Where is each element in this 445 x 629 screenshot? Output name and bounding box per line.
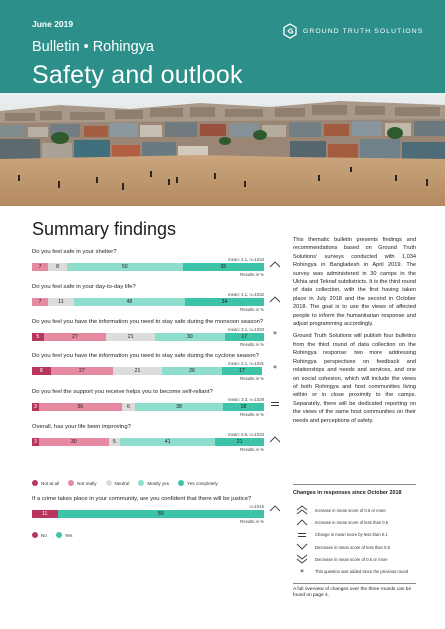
legend-item bbox=[32, 532, 47, 538]
bar-segment: 36 bbox=[39, 403, 122, 411]
bar-segment: 26 bbox=[162, 367, 222, 375]
bar-segment: 7 bbox=[32, 263, 48, 271]
changes-key-row bbox=[293, 529, 416, 541]
bar-segment: 11 bbox=[48, 298, 74, 306]
chevron-up-icon bbox=[268, 434, 282, 444]
bar-segment: 30 bbox=[39, 438, 109, 446]
bar-segment: 27 bbox=[44, 333, 107, 341]
question-meta: mean: 4.1, n=1032 bbox=[228, 292, 264, 297]
asterisk-icon bbox=[268, 329, 282, 339]
legend-label: Not really bbox=[77, 480, 97, 486]
bar-segment: 89 bbox=[58, 510, 264, 518]
changes-key-row bbox=[293, 553, 416, 565]
changes-key-row bbox=[293, 541, 416, 553]
asterisk-icon bbox=[293, 568, 311, 576]
bar-segment: 27 bbox=[51, 367, 114, 375]
question-text: Do you feel you have the information you need to stay safe during the cyclone season? bbox=[32, 353, 259, 359]
page-title: Safety and outlook bbox=[32, 61, 243, 89]
double-chevron-down-icon bbox=[293, 554, 311, 564]
overview-note: A full overview of changes over the three rounds can be found on page 4. bbox=[293, 583, 416, 600]
crime-question-bar bbox=[32, 510, 264, 518]
question-text: Do you feel the support you receive helps you to become self-reliant? bbox=[32, 389, 213, 395]
bar-segment: 21 bbox=[215, 438, 264, 446]
legend-item bbox=[68, 480, 96, 486]
legend-label: Yes completely bbox=[187, 480, 218, 486]
equals-icon bbox=[268, 399, 282, 409]
question-text: Do you feel safe in your shelter? bbox=[32, 249, 117, 255]
bar-segment: 3 bbox=[34, 404, 37, 410]
bar-segment: 21 bbox=[106, 333, 155, 341]
results-label: Results in % bbox=[240, 447, 264, 452]
results-label: Results in % bbox=[240, 307, 264, 312]
changes-key-label: This question was added since the previous round bbox=[315, 569, 409, 575]
stacked-bar bbox=[32, 333, 264, 341]
changes-key-label: Decrease in mean score of 0.5 or more bbox=[315, 556, 388, 562]
bar-segment: 21 bbox=[113, 367, 162, 375]
intro-paragraph-2: Ground Truth Solutions will publish four bulletins from the third round of data collection on the Rohingya response: two more addressing Rohingya perspectives on feedback and relationships and needs and services, and one on social cohesion, which will include the views of both Rohingya and host communities living within or in close proximity to the camps. Separately, there will be dedicated reporting on the views of the same host communities on their needs and perceptions of safety. bbox=[293, 333, 416, 424]
legend-label: Neutral bbox=[114, 480, 130, 486]
camp-photo bbox=[0, 93, 445, 206]
crime-question-text: If a crime takes place in your community, are you confident that there will be justice? bbox=[32, 496, 252, 502]
legend-label: Yes bbox=[64, 532, 73, 538]
bar-segment: 3 bbox=[32, 438, 39, 446]
stacked-bar bbox=[32, 403, 264, 411]
intro-text bbox=[293, 236, 416, 429]
bar-segment: 34 bbox=[185, 298, 264, 306]
question-meta: mean: 3.5, n=1033 bbox=[228, 432, 264, 437]
question-text: Do you feel you have the information you need to stay safe during the monsoon season? bbox=[32, 319, 264, 325]
survey-question bbox=[32, 249, 264, 277]
legend-dot-icon bbox=[138, 480, 144, 486]
chevron-down-icon bbox=[293, 543, 311, 551]
legend-item bbox=[32, 480, 59, 486]
legend-item bbox=[178, 480, 218, 486]
changes-key-row bbox=[293, 565, 416, 577]
bar-segment: 41 bbox=[120, 438, 215, 446]
survey-question bbox=[32, 284, 264, 312]
bar-segment: 6 bbox=[122, 403, 136, 411]
legend-dot-icon bbox=[68, 480, 74, 486]
header-band bbox=[0, 0, 445, 93]
bar-segment: 11 bbox=[32, 510, 58, 518]
svg-text:*: * bbox=[300, 567, 304, 576]
results-label: Results in % bbox=[240, 272, 264, 277]
bulletin-label: Bulletin • Rohingya bbox=[32, 39, 154, 55]
bar-segment: 30 bbox=[155, 333, 225, 341]
changes-key-label: Increase in mean score of less than 0.5 bbox=[315, 519, 389, 525]
report-date: June 2019 bbox=[32, 19, 74, 29]
chevron-up-icon bbox=[293, 518, 311, 526]
changes-key-row bbox=[293, 504, 416, 516]
intro-paragraph-1: This thematic bulletin presents findings and recommendations based on Ground Truth Solutions' surveys conducted with 1,034 Rohingya in Bangladesh in April 2019. The survey was administered in 30 camps in the Ukhia and Teknaf subdistricts. It is the third round of data collection, with the first having taken place in July 2018 and the second in October 2018. The goal is to use the views of affected people to inform the humanitarian response and adjust programming accordingly. bbox=[293, 237, 416, 328]
bar-segment: 17 bbox=[222, 367, 261, 375]
survey-question bbox=[32, 389, 264, 417]
survey-question bbox=[32, 353, 264, 381]
bar-segment: 35 bbox=[183, 263, 264, 271]
survey-question bbox=[32, 319, 264, 347]
question-meta: mean: 3.1, n=1031 bbox=[228, 361, 264, 366]
bar-segment: 5 bbox=[32, 333, 44, 341]
yes-no-legend bbox=[32, 532, 81, 538]
results-label: Results in % bbox=[240, 342, 264, 347]
stacked-bar bbox=[32, 298, 264, 306]
question-meta: mean: 3.3, n=1029 bbox=[228, 397, 264, 402]
stacked-bar bbox=[32, 263, 264, 271]
bar-segment: 18 bbox=[223, 403, 264, 411]
legend-dot-icon bbox=[32, 480, 38, 486]
results-label: Results in % bbox=[240, 376, 264, 381]
legend-label: Mostly yes bbox=[147, 480, 170, 486]
bar-segment: 8 bbox=[32, 367, 51, 375]
legend-item bbox=[106, 480, 130, 486]
question-text: Do you feel safe in your day-to-day life? bbox=[32, 284, 136, 290]
stacked-bar bbox=[32, 367, 264, 375]
legend-label: No bbox=[41, 532, 47, 538]
hexagon-logo-icon bbox=[283, 23, 297, 39]
response-legend bbox=[32, 480, 227, 486]
chevron-up-icon bbox=[268, 294, 282, 304]
bar-segment: 7 bbox=[32, 298, 48, 306]
question-text: Overall, has your life been improving? bbox=[32, 424, 131, 430]
legend-label: Not at all bbox=[41, 480, 60, 486]
question-meta: mean: 4.1, n=1034 bbox=[228, 257, 264, 262]
summary-title: Summary findings bbox=[32, 219, 177, 239]
legend-dot-icon bbox=[106, 480, 112, 486]
crime-question-results-label: Results in % bbox=[240, 519, 264, 524]
chevron-up-icon bbox=[268, 259, 282, 269]
gts-logo bbox=[283, 23, 423, 39]
asterisk-icon bbox=[268, 363, 282, 373]
chevron-up-icon bbox=[268, 503, 282, 513]
svg-text:*: * bbox=[273, 330, 277, 338]
changes-key-label: Change in mean score by less than 0.1 bbox=[315, 532, 388, 538]
changes-key-row bbox=[293, 516, 416, 528]
bar-segment: 38 bbox=[135, 403, 222, 411]
changes-key-label: Increase in mean score of 0.5 or more bbox=[315, 507, 386, 513]
double-chevron-up-icon bbox=[293, 505, 311, 515]
changes-key-label: Decrease in mean score of less than 0.5 bbox=[315, 544, 390, 550]
changes-key bbox=[293, 484, 416, 578]
crime-question-meta: n=1016 bbox=[249, 504, 264, 509]
svg-text:*: * bbox=[273, 364, 277, 372]
changes-title: Changes in responses since October 2018 bbox=[293, 490, 402, 496]
legend-item bbox=[56, 532, 73, 538]
legend-item bbox=[138, 480, 169, 486]
equals-icon bbox=[293, 531, 311, 539]
bar-segment: 5 bbox=[109, 438, 121, 446]
bar-segment: 17 bbox=[225, 333, 264, 341]
legend-dot-icon bbox=[178, 480, 184, 486]
survey-question bbox=[32, 424, 264, 452]
bar-segment: 50 bbox=[67, 263, 183, 271]
results-label: Results in % bbox=[240, 412, 264, 417]
bar-segment: 8 bbox=[48, 263, 67, 271]
stacked-bar bbox=[32, 438, 264, 446]
question-meta: mean: 3.1, n=1033 bbox=[228, 327, 264, 332]
crime-question bbox=[32, 496, 264, 524]
legend-dot-icon bbox=[56, 532, 62, 538]
bar-segment: 48 bbox=[74, 298, 185, 306]
legend-dot-icon bbox=[32, 532, 38, 538]
logo-text: GROUND TRUTH SOLUTIONS bbox=[303, 27, 424, 35]
